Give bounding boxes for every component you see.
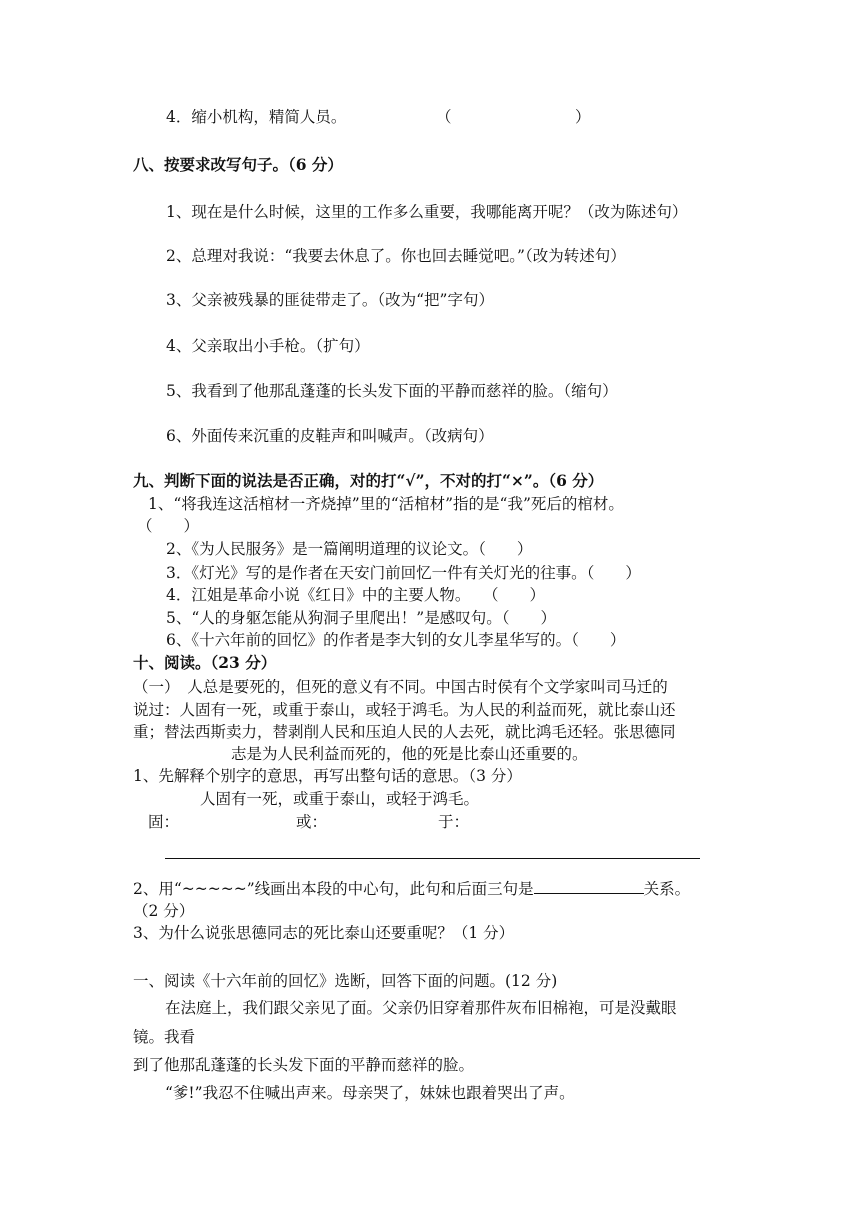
passage-line: “爹!”我忍不住喊出声来。母亲哭了，妹妹也跟着哭出了声。	[165, 1084, 575, 1102]
question-item: 2、《为人民服务》是一篇阐明道理的议论文。（ ）	[166, 540, 533, 558]
answer-paren: （ ）	[137, 517, 200, 535]
question-item: 5、我看到了他那乱蓬蓬的长头发下面的平静而慈祥的脸。（缩句）	[166, 382, 618, 400]
answer-paren-open: （	[436, 108, 452, 126]
word-label: 或：	[296, 813, 328, 831]
question-item: 4．江姐是革命小说《红日》中的主要人物。 （ ）	[166, 586, 546, 604]
question-item: 5、“人的身躯怎能从狗洞子里爬出！”是感叹句。（ ）	[166, 609, 556, 627]
section-heading: 一、阅读《十六年前的回忆》选断，回答下面的问题。(12 分)	[133, 972, 558, 990]
question-item: 1、“将我连这活棺材一齐烧掉”里的“活棺材”指的是“我”死后的棺材。	[148, 495, 624, 513]
answer-line	[165, 858, 700, 859]
section-heading: 九、判断下面的说法是否正确，对的打“√”，不对的打“×”。（6 分）	[133, 471, 604, 490]
question-text: 2、用“~~~~~”线画出本段的中心句，此句和后面三句是	[133, 880, 534, 898]
passage-line: 重；替法西斯卖力，替剥削人民和压迫人民的人去死，就比鸿毛还轻。张思德同	[133, 723, 676, 741]
word-label: 固：	[148, 813, 180, 831]
question-text: 关系。	[643, 880, 691, 898]
passage-line: 镜。我看	[133, 1028, 196, 1046]
question-item: 3、为什么说张思德同志的死比泰山还要重呢？（1 分）	[133, 924, 515, 942]
question-item: 1、现在是什么时候，这里的工作多么重要，我哪能离开呢？（改为陈述句）	[166, 203, 688, 221]
passage-line: 到了他那乱蓬蓬的长头发下面的平静而慈祥的脸。	[133, 1056, 475, 1074]
passage-line: 说过：人固有一死，或重于泰山，或轻于鸿毛。为人民的利益而死，就比泰山还	[133, 701, 676, 719]
question-item: 4、父亲取出小手枪。（扩句）	[166, 337, 370, 355]
question-item: 3、父亲被残暴的匪徒带走了。（改为“把”字句）	[166, 291, 494, 309]
question-item: 6、外面传来沉重的皮鞋声和叫喊声。（改病句）	[166, 427, 494, 445]
quoted-sentence: 人固有一死，或重于泰山，或轻于鸿毛。	[200, 790, 480, 808]
section-heading: 十、阅读。（23 分）	[133, 653, 277, 672]
answer-paren-close: ）	[575, 108, 591, 126]
word-label: 于：	[438, 813, 470, 831]
question-item: 1、先解释个别字的意思，再写出整句话的意思。（3 分）	[133, 767, 522, 785]
fill-blank	[534, 879, 644, 894]
passage-line: 志是为人民利益而死的，他的死是比泰山还重要的。	[231, 745, 588, 763]
question-item: 6、《十六年前的回忆》的作者是李大钊的女儿李星华写的。（ ）	[166, 631, 626, 649]
passage-line: 在法庭上，我们跟父亲见了面。父亲仍旧穿着那件灰布旧棉袍，可是没戴眼	[165, 999, 677, 1017]
question-item: 4．缩小机构，精简人员。	[166, 108, 347, 126]
question-item	[133, 879, 690, 899]
question-item: 3．《灯光》写的是作者在天安门前回忆一件有关灯光的往事。（ ）	[166, 564, 641, 582]
passage-line: （一） 人总是要死的，但死的意义有不同。中国古时侯有个文学家叫司马迁的	[133, 678, 668, 696]
question-item: 2、总理对我说：“我要去休息了。你也回去睡觉吧。”（改为转述句）	[166, 247, 626, 265]
section-heading: 八、按要求改写句子。（6 分）	[133, 155, 343, 174]
score-note: （2 分）	[133, 902, 195, 920]
